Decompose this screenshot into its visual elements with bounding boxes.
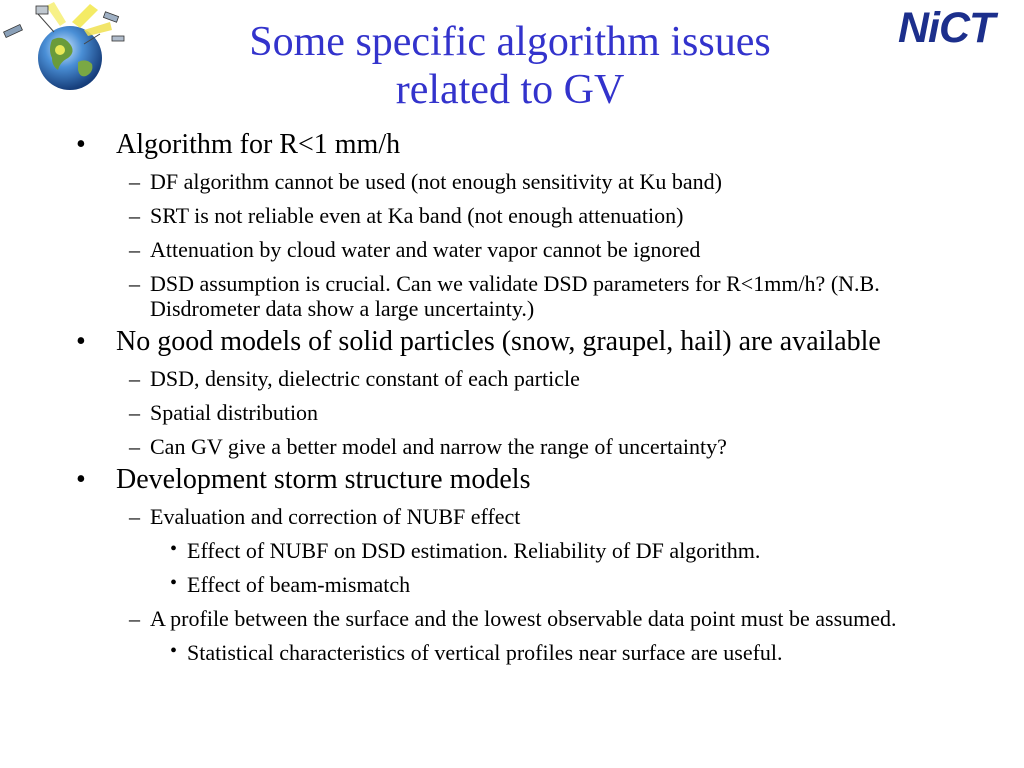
sub-bullet-text: A profile between the surface and the lowest observable data point must be assumed. bbox=[150, 606, 897, 631]
nict-logo bbox=[896, 2, 1022, 50]
sub-bullet-text: DSD, density, dielectric constant of each particle bbox=[150, 366, 580, 391]
sub-sub-bullet-item bbox=[0, 572, 1024, 597]
dash-marker: – bbox=[129, 400, 140, 425]
sub-sub-bullet-text: Effect of beam-mismatch bbox=[187, 572, 411, 597]
sub-bullet-item bbox=[0, 434, 1024, 459]
slide-title-line-1: Some specific algorithm issues bbox=[249, 19, 771, 65]
bullet-text: Development storm structure models bbox=[116, 464, 531, 495]
dash-marker: – bbox=[129, 434, 140, 459]
sub-bullet-text: Spatial distribution bbox=[150, 400, 319, 425]
dash-marker: – bbox=[129, 169, 140, 194]
dash-marker: – bbox=[129, 504, 140, 529]
bullet-marker: • bbox=[76, 326, 86, 357]
sub-bullet-item bbox=[0, 400, 1024, 425]
sub-bullet-text: DF algorithm cannot be used (not enough sensitivity at Ku band) bbox=[150, 169, 722, 194]
bullet-item bbox=[0, 130, 1024, 160]
dash-marker: – bbox=[129, 366, 140, 391]
sub-sub-bullet-item bbox=[0, 640, 1024, 665]
bullet-marker: • bbox=[170, 572, 178, 594]
nict-logo-text: NiCT bbox=[898, 4, 995, 50]
sub-bullet-item bbox=[0, 169, 1024, 194]
slide-title-line-2: related to GV bbox=[395, 67, 625, 113]
sub-bullet-item bbox=[0, 237, 1024, 262]
bullet-marker: • bbox=[76, 464, 86, 495]
bullet-marker: • bbox=[170, 640, 178, 662]
bullet-item bbox=[0, 327, 946, 357]
bullet-marker: • bbox=[170, 538, 178, 560]
bullet-text: No good models of solid particles (snow, graupel, hail) are available bbox=[116, 326, 881, 357]
dash-marker: – bbox=[129, 606, 140, 631]
bullet-item bbox=[0, 465, 1024, 495]
sub-bullet-item bbox=[0, 606, 980, 631]
sub-bullet-text: SRT is not reliable even at Ka band (not enough attenuation) bbox=[150, 203, 684, 228]
sub-bullet-text: Can GV give a better model and narrow the range of uncertainty? bbox=[150, 434, 727, 459]
dash-marker: – bbox=[129, 271, 140, 296]
sub-bullet-item bbox=[0, 504, 1024, 529]
globe-satellite-logo-icon bbox=[0, 0, 132, 98]
dash-marker: – bbox=[129, 237, 140, 262]
sub-bullet-item bbox=[0, 203, 1024, 228]
dash-marker: – bbox=[129, 203, 140, 228]
sub-bullet-text: Attenuation by cloud water and water vapor cannot be ignored bbox=[150, 237, 701, 262]
sub-bullet-item bbox=[0, 366, 1024, 391]
sub-bullet-item bbox=[0, 271, 950, 321]
sub-sub-bullet-text: Effect of NUBF on DSD estimation. Reliability of DF algorithm. bbox=[187, 538, 761, 563]
sub-sub-bullet-item bbox=[0, 538, 1024, 563]
sub-bullet-text: Evaluation and correction of NUBF effect bbox=[150, 504, 521, 529]
sub-sub-bullet-text: Statistical characteristics of vertical profiles near surface are useful. bbox=[187, 640, 783, 665]
bullet-marker: • bbox=[76, 129, 86, 160]
sub-bullet-text: DSD assumption is crucial. Can we validate DSD parameters for R<1mm/h? (N.B. Disdrometer data show a large uncertainty.) bbox=[150, 271, 880, 321]
slide-body bbox=[0, 124, 1024, 665]
slide-title bbox=[140, 18, 880, 114]
bullet-text: Algorithm for R<1 mm/h bbox=[116, 129, 401, 160]
